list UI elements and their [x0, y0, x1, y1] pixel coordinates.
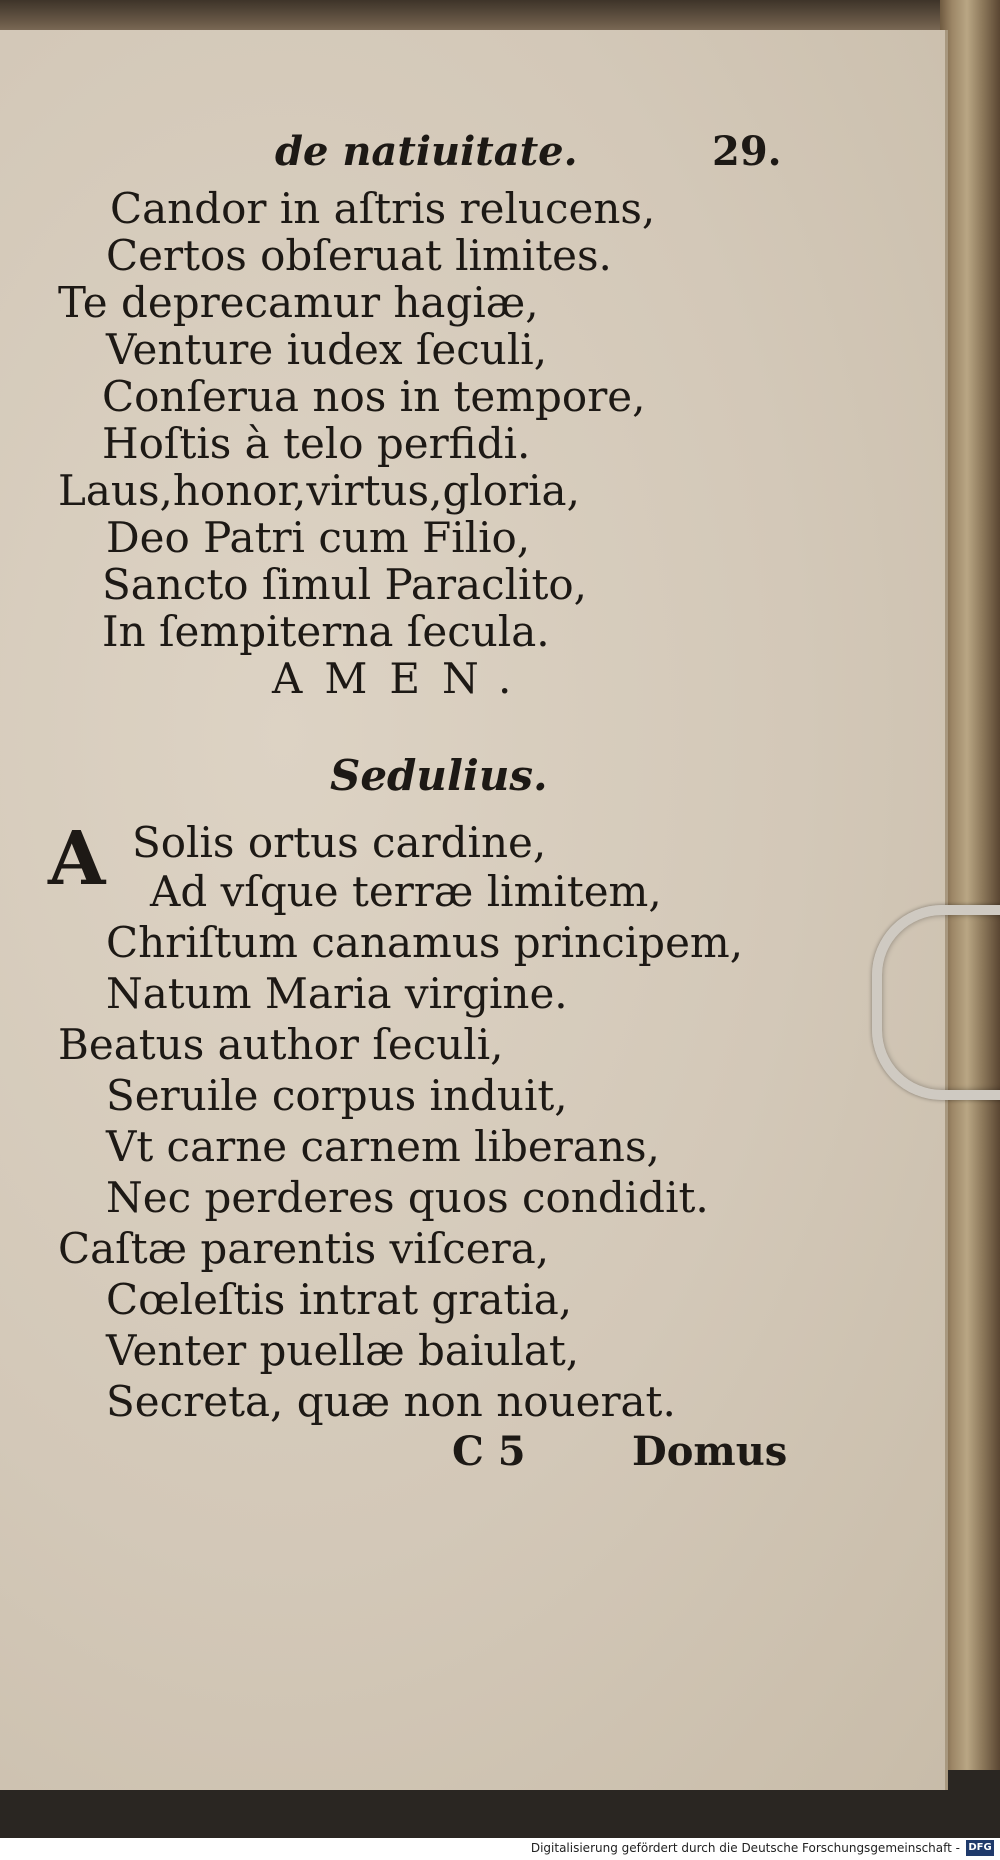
hymn-line: Chriſtum canamus principem, — [106, 918, 744, 967]
hymn-line: Certos obſeruat limites. — [106, 231, 612, 280]
page-clip — [872, 905, 1000, 1100]
hymn-line: Deo Patri cum Filio, — [106, 513, 531, 562]
hymn-line: In ſempiterna ſecula. — [102, 607, 550, 656]
hymn-line: Secreta, quæ non nouerat. — [106, 1377, 676, 1426]
hymn-line: Nec perderes quos condidit. — [106, 1173, 709, 1222]
digitization-credit: Digitalisierung gefördert durch die Deutsche Forschungsgemeinschaft - — [530, 1841, 960, 1855]
hymn-line: Hoſtis à telo perfidi. — [102, 419, 531, 468]
hymn-line: Laus,honor,virtus,gloria, — [58, 466, 580, 515]
catchword: Domus — [632, 1428, 788, 1475]
book-page — [0, 30, 948, 1790]
book-page-edges — [940, 0, 1000, 1770]
footer-bar — [0, 1838, 1000, 1860]
section-title: Sedulius. — [330, 751, 548, 800]
hymn-line: Solis ortus cardine, — [132, 818, 547, 867]
signature-mark: C 5 — [452, 1428, 526, 1475]
hymn-line: Vt carne carnem liberans, — [106, 1122, 660, 1171]
hymn-line: Beatus author ſeculi, — [58, 1020, 504, 1069]
hymn-line: Cœleſtis intrat gratia, — [106, 1275, 573, 1324]
drop-cap: A — [48, 816, 106, 902]
amen: AMEN. — [272, 654, 534, 703]
page-number: 29. — [712, 128, 782, 175]
hymn-line: Venture iudex ſeculi, — [106, 325, 548, 374]
hymn-line: Seruile corpus induit, — [106, 1071, 568, 1120]
hymn-line: Caſtæ parentis viſcera, — [58, 1224, 550, 1273]
hymn-line: Sancto ſimul Paraclito, — [102, 560, 587, 609]
hymn-line: Natum Maria virgine. — [106, 969, 568, 1018]
hymn-line: Candor in aſtris relucens, — [110, 184, 656, 233]
hymn-line: Ad vſque terræ limitem, — [150, 867, 662, 916]
running-title: de natiuitate. — [275, 128, 578, 175]
hymn-line: Conſerua nos in tempore, — [102, 372, 646, 421]
hymn-line: Venter puellæ baiulat, — [106, 1326, 580, 1375]
dfg-logo: DFG — [966, 1840, 994, 1856]
hymn-line: Te deprecamur hagiæ, — [58, 278, 539, 327]
